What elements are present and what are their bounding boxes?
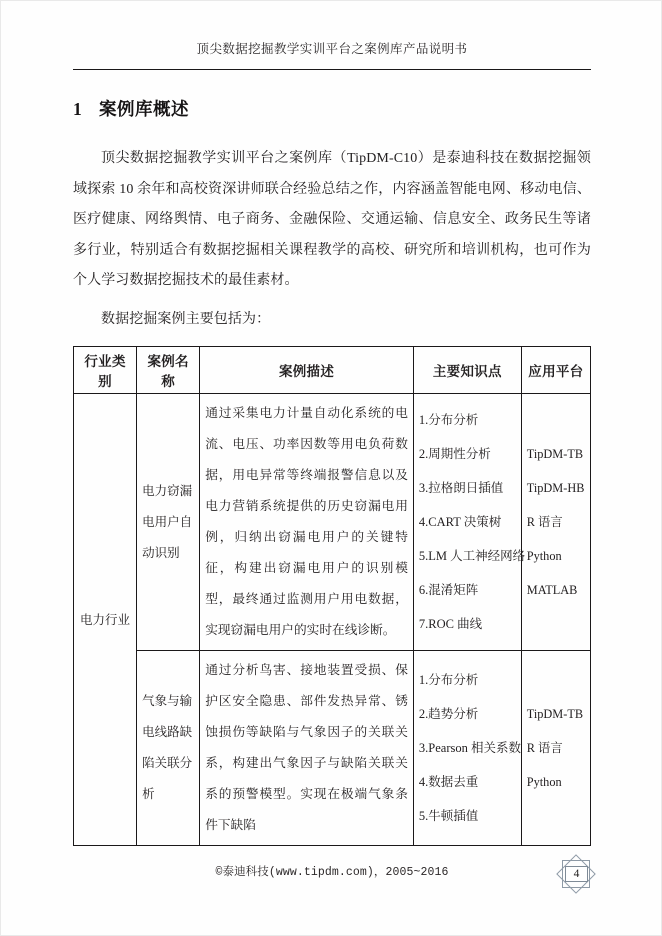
list-item: 2.趋势分析 — [418, 707, 479, 721]
list-item: 5.LM 人工神经网络 — [418, 549, 526, 563]
list-item: 2.周期性分析 — [418, 447, 491, 461]
cell-platforms — [521, 651, 590, 846]
page-number-ornament — [557, 855, 597, 895]
section-number: 1 — [73, 99, 83, 119]
list-item: TipDM-TB — [526, 707, 584, 721]
cell-case-name: 气象与输电线路缺陷关联分析 — [137, 651, 200, 846]
list-item: 4.数据去重 — [418, 775, 479, 789]
column-header-case-name: 案例名称 — [137, 347, 200, 394]
page-content — [73, 96, 591, 846]
section-heading-text: 案例库概述 — [99, 99, 189, 119]
cell-platforms — [521, 394, 590, 651]
header-title: 顶尖数据挖掘教学实训平台之案例库产品说明书 — [196, 42, 468, 56]
header-divider — [73, 69, 591, 70]
case-table — [73, 346, 591, 846]
list-item: 1.分布分析 — [418, 413, 479, 427]
cell-knowledge-points — [413, 651, 521, 846]
document-footer — [73, 863, 591, 893]
page-title — [73, 96, 591, 121]
column-header-platform: 应用平台 — [521, 347, 590, 394]
footer-copyright: ©泰迪科技(www.tipdm.com)，2005~2016 — [215, 866, 449, 879]
list-item: 3.拉格朗日插值 — [418, 481, 504, 495]
list-item: 4.CART 决策树 — [418, 515, 502, 529]
list-item: MATLAB — [526, 583, 578, 597]
cell-description: 通过分析鸟害、接地装置受损、保护区安全隐患、部件发热异常、锈蚀损伤等缺陷与气象因子的关联关系，构建出气象因子与缺陷关联关系的预警模型。实现在极端气象条件下缺陷 — [200, 651, 414, 846]
intro-paragraph: 顶尖数据挖掘教学实训平台之案例库（TipDM-C10）是泰迪科技在数据挖掘领域探索 10 余年和高校资深讲师联合经验总结之作，内容涵盖智能电网、移动电信、医疗健康、网络舆情、电子商务、金融保险、交通运输、信息安全、政务民生等诸多行业，特别适合有数据挖掘相关课程教学的高校、研究所和培训机构，也可作为个人学习数据挖掘技术的最佳素材。 — [73, 151, 591, 288]
list-item: R 语言 — [526, 741, 563, 755]
table-row — [74, 651, 591, 846]
list-item: 6.混淆矩阵 — [418, 583, 479, 597]
page-number: 4 — [573, 868, 580, 880]
list-item: Python — [526, 549, 562, 563]
cell-description: 通过采集电力计量自动化系统的电流、电压、功率因数等用电负荷数据，用电异常等终端报警信息以及电力营销系统提供的历史窃漏电用例，归纳出窃漏电用户的关键特征，构建出窃漏电用户的识别模型，最终通过监测用户用电数据，实现窃漏电用户的实时在线诊断。 — [200, 394, 414, 651]
list-item: 7.ROC 曲线 — [418, 617, 483, 631]
lead-in-paragraph: 数据挖掘案例主要包括为： — [101, 311, 271, 327]
list-item: 5.牛顿插值 — [418, 809, 479, 823]
cell-case-name: 电力窃漏电用户自动识别 — [137, 394, 200, 651]
cell-knowledge-points — [413, 394, 526, 651]
column-header-industry: 行业类别 — [74, 347, 137, 394]
table-header-row — [74, 347, 591, 394]
table-row — [74, 394, 591, 651]
list-item: Python — [526, 775, 562, 789]
cell-industry: 电力行业 — [74, 394, 137, 846]
list-item: 1.分布分析 — [418, 673, 479, 687]
list-item: R 语言 — [526, 515, 563, 529]
list-item: 3.Pearson 相关系数 — [418, 741, 521, 755]
document-header — [73, 41, 591, 59]
column-header-knowledge: 主要知识点 — [413, 347, 521, 394]
column-header-description: 案例描述 — [200, 347, 414, 394]
list-item: TipDM-HB — [526, 481, 585, 495]
list-item: TipDM-TB — [526, 447, 584, 461]
